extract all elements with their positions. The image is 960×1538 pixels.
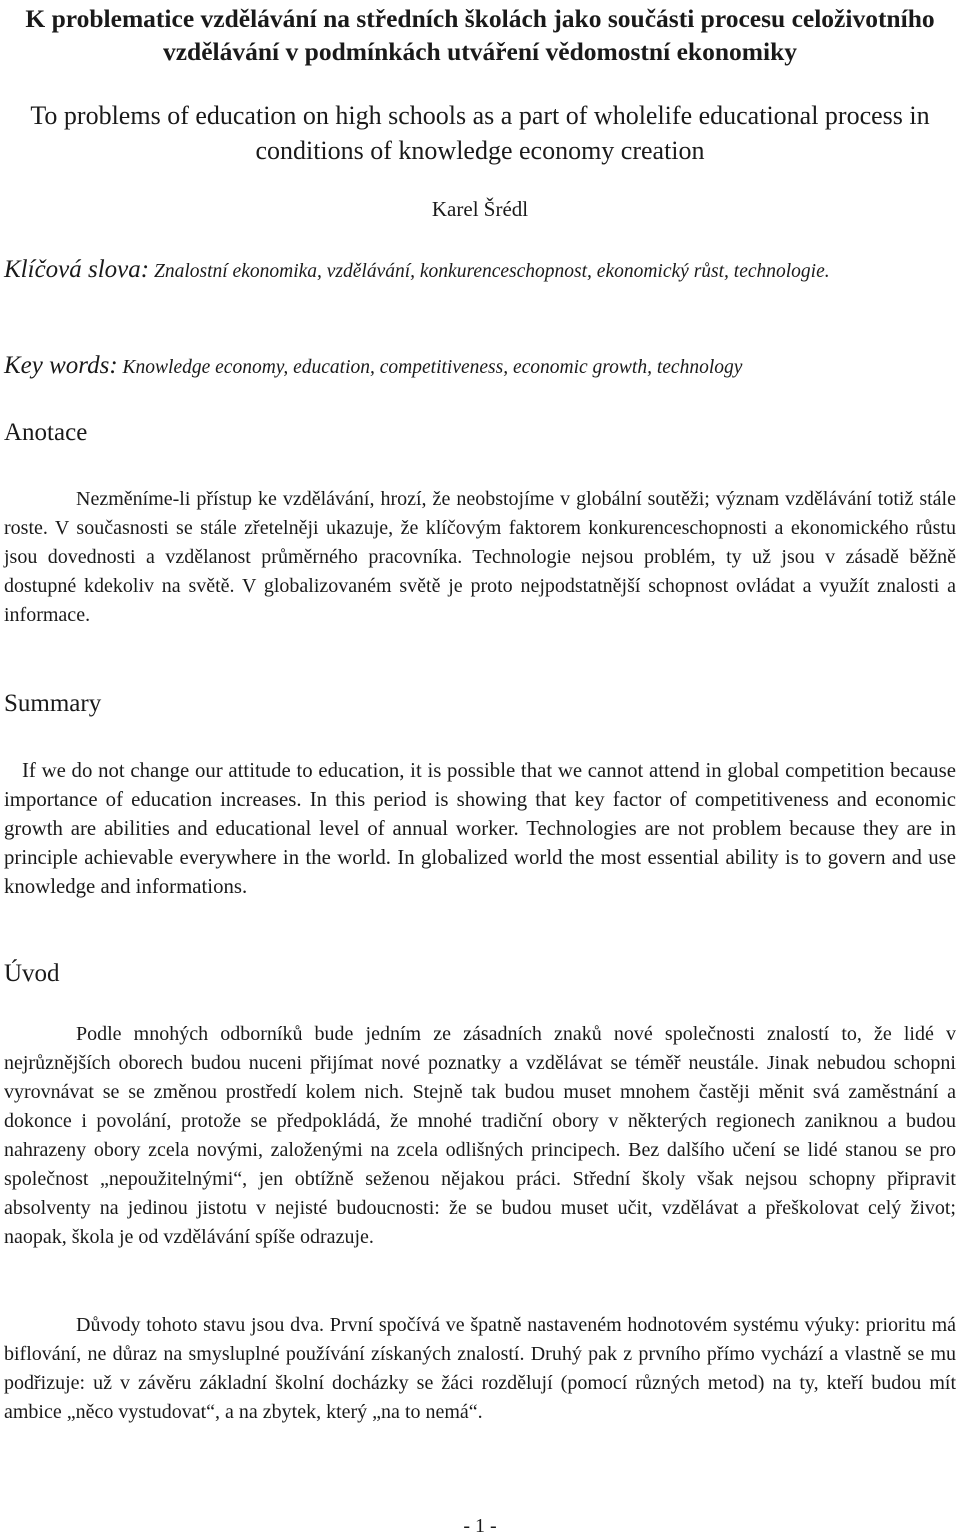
title-english: To problems of education on high schools as a part of wholelife educational process in conditions of knowledge economy creation bbox=[30, 101, 930, 165]
keywords-english-label: Key words: bbox=[4, 352, 118, 379]
heading-uvod: Úvod bbox=[4, 960, 60, 987]
keywords-czech-label: Klíčová slova: bbox=[4, 256, 150, 283]
page-number: - 1 - bbox=[463, 1515, 497, 1537]
title-czech: K problematice vzdělávání na středních školách jako součásti procesu celoživotního vzdělávání v podmínkách utváření vědomostní ekonomiky bbox=[25, 4, 935, 66]
author-name: Karel Šrédl bbox=[431, 197, 529, 221]
keywords-english bbox=[4, 351, 954, 382]
paragraph-uvod-1: Podle mnohých odborníků bude jedním ze zásadních znaků nové společnosti znalostí to, že lidé v nejrůznějších oborech budou nuceni přijímat nové poznatky a vzdělávat se téměř neustále. Jinak nebudou schopni vyrovnávat se se změnou prostředí kolem nich. Stejně tak budou muset mnohem častěji měnit svá zaměstnání a dokonce i povolání, protože se předpokládá, že mnohé tradiční obory v některých regionech zaniknou a budou nahrazeny obory zcela novými, založenými na zcela odlišných principech. Bez dalšího učení se lidé stanou se pro společnost „nepoužitelnými“, jen obtížně seženou nějakou práci. Střední školy však nejsou schopny připravit absolventy na jedinou jistotu v nejisté budoucnosti: že se budou muset učit, vzdělávat a přeškolovat celý život; naopak, škola je od vzdělávání spíše odrazuje. bbox=[4, 1023, 956, 1248]
paragraph-summary: If we do not change our attitude to education, it is possible that we cannot attend in global competition because importance of education increases. In this period is showing that key factor of competitiveness and economic growth are abilities and educational level of annual worker. Technologies are not problem because they are in principle achievable everywhere in the world. In globalized world the most essential ability is to govern and use knowledge and informations. bbox=[4, 759, 956, 898]
paragraph-uvod-2: Důvody tohoto stavu jsou dva. První spočívá ve špatně nastaveném hodnotovém systému výuky: prioritu má biflování, ne důraz na smysluplné používání získaných znalostí. Druhý pak z prvního přímo vychází a vlastně se mu podřizuje: už v závěru základní školní docházky se žáci rozdělují (pomocí různých metod) na ty, kteří budou mít ambice „něco vystudovat“, a na zbytek, který „na to nemá“. bbox=[4, 1314, 956, 1423]
paragraph-anotace: Nezměníme-li přístup ke vzdělávání, hrozí, že neobstojíme v globální soutěži; význam vzdělávání totiž stále roste. V současnosti se stále zřetelněji ukazuje, že klíčovým faktorem konkurenceschopnosti a ekonomického růstu jsou dovednosti a vzdělanost průměrného pracovníka. Technologie nejsou problém, ty už jsou v zásadě běžně dostupné kdekoliv na světě. V globalizovaném světě je proto nejpodstatnější schopnost ovládat a využít znalosti a informace. bbox=[4, 488, 956, 626]
heading-anotace: Anotace bbox=[4, 419, 88, 446]
heading-summary: Summary bbox=[4, 690, 102, 717]
keywords-english-text: Knowledge economy, education, competitiveness, economic growth, technology bbox=[122, 357, 743, 378]
keywords-czech bbox=[4, 255, 954, 286]
keywords-czech-text: Znalostní ekonomika, vzdělávání, konkurenceschopnost, ekonomický růst, technologie. bbox=[153, 261, 830, 282]
